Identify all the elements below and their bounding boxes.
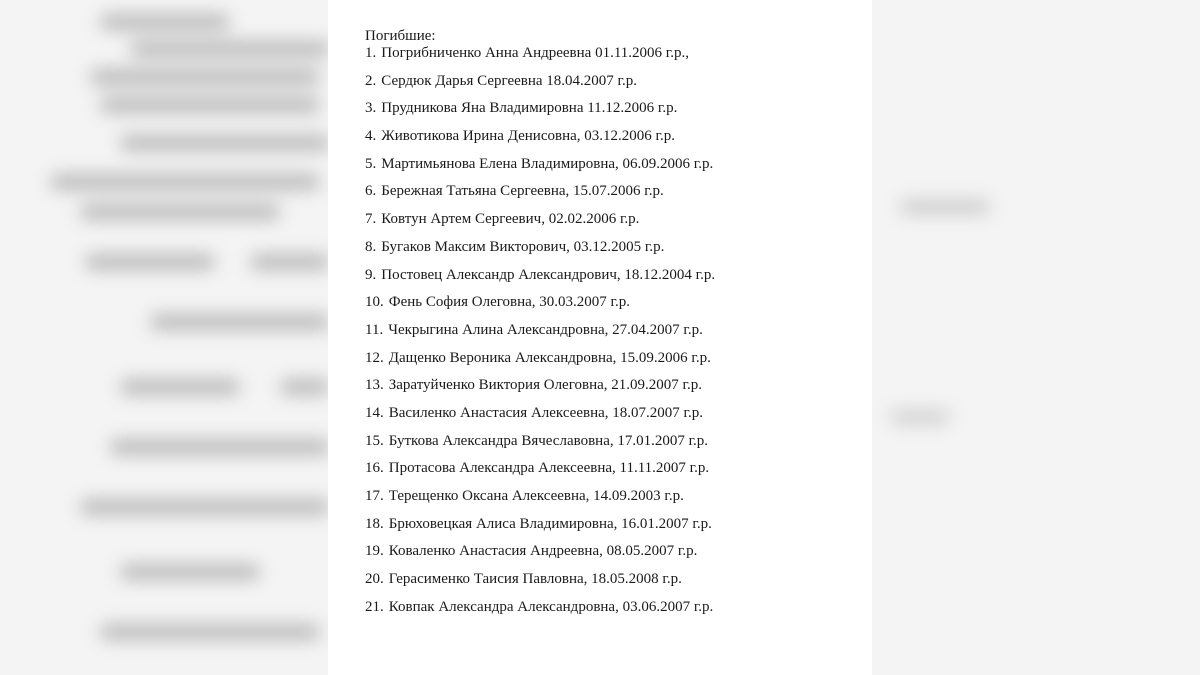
list-item-number: 6.: [365, 183, 377, 200]
document-title: Погибшие:: [365, 28, 436, 44]
list-item: [365, 128, 872, 156]
list-item: [365, 516, 872, 544]
victim-list: [365, 45, 872, 626]
list-item-number: 2.: [365, 72, 377, 89]
list-item-text: Бугаков Максим Викторович, 03.12.2005 г.р.: [381, 238, 665, 255]
list-item-text: Чекрыгина Алина Александровна, 27.04.2007 г.р.: [388, 321, 703, 338]
list-item: [365, 211, 872, 239]
document-page: [328, 0, 872, 675]
list-item-text: Ковпак Александра Александровна, 03.06.2007 г.р.: [388, 598, 714, 615]
list-item-text: Мартимьянова Елена Владимировна, 06.09.2006 г.р.: [381, 155, 714, 172]
list-item-text: Сердюк Дарья Сергеевна 18.04.2007 г.р.: [381, 72, 637, 89]
list-item: [365, 543, 872, 571]
list-item: [365, 183, 872, 211]
list-item-text: Брюховецкая Алиса Владимировна, 16.01.2007 г.р.: [388, 515, 712, 532]
list-item-number: 11.: [365, 321, 384, 338]
list-item-number: 1.: [365, 45, 377, 61]
list-item: [365, 377, 872, 405]
list-item-text: Животикова Ирина Денисовна, 03.12.2006 г.р.: [381, 128, 675, 145]
list-item: [365, 322, 872, 350]
blurred-left-panel: [0, 0, 350, 675]
list-item-number: 18.: [365, 515, 384, 532]
list-item-number: 7.: [365, 211, 377, 228]
list-item: [365, 405, 872, 433]
list-item: [365, 73, 872, 101]
list-item: [365, 100, 872, 128]
list-item: [365, 571, 872, 599]
list-item-text: Погрибниченко Анна Андреевна 01.11.2006 г.р.,: [381, 45, 689, 61]
list-item-text: Заратуйченко Виктория Олеговна, 21.09.2007 г.р.: [388, 377, 702, 394]
list-item: [365, 267, 872, 295]
list-item-number: 3.: [365, 100, 377, 117]
list-item-text: Герасименко Таисия Павловна, 18.05.2008 г.р.: [388, 571, 682, 588]
list-item: [365, 599, 872, 627]
list-item-text: Терещенко Оксана Алексеевна, 14.09.2003 г.р.: [388, 488, 684, 504]
list-item-text: Прудникова Яна Владимировна 11.12.2006 г.р.: [381, 100, 678, 117]
list-item-text: Ковтун Артем Сергеевич, 02.02.2006 г.р.: [381, 211, 640, 228]
list-item-text: Протасова Александра Алексеевна, 11.11.2007 г.р.: [388, 460, 710, 477]
list-item-text: Коваленко Анастасия Андреевна, 08.05.2007 г.р.: [388, 543, 698, 560]
list-item-text: Василенко Анастасия Алексеевна, 18.07.2007 г.р.: [388, 404, 703, 421]
list-item-text: Постовец Александр Александрович, 18.12.2004 г.р.: [381, 266, 716, 283]
list-item-number: 5.: [365, 155, 377, 172]
list-item-number: 12.: [365, 349, 384, 366]
list-item-number: 15.: [365, 432, 384, 449]
list-item-number: 17.: [365, 488, 384, 504]
list-item-number: 19.: [365, 543, 384, 560]
list-item: [365, 294, 872, 322]
blurred-right-panel: [850, 0, 1200, 675]
list-item: [365, 488, 872, 516]
list-item-number: 10.: [365, 294, 384, 311]
list-item-number: 13.: [365, 377, 384, 394]
list-item: [365, 433, 872, 461]
list-item-number: 4.: [365, 128, 377, 145]
list-item-number: 9.: [365, 266, 377, 283]
list-item-text: Фень София Олеговна, 30.03.2007 г.р.: [388, 294, 631, 311]
list-item: [365, 239, 872, 267]
list-item: [365, 460, 872, 488]
list-item: [365, 156, 872, 184]
list-item-number: 16.: [365, 460, 384, 477]
list-item: [365, 45, 872, 73]
list-item: [365, 350, 872, 378]
list-item-number: 20.: [365, 571, 384, 588]
list-item-text: Бережная Татьяна Сергеевна, 15.07.2006 г.р.: [381, 183, 664, 200]
list-item-number: 8.: [365, 238, 377, 255]
list-item-text: Буткова Александра Вячеславовна, 17.01.2007 г.р.: [388, 432, 709, 449]
list-item-number: 21.: [365, 598, 384, 615]
list-item-number: 14.: [365, 404, 384, 421]
list-item-text: Дащенко Вероника Александровна, 15.09.2006 г.р.: [388, 349, 711, 366]
